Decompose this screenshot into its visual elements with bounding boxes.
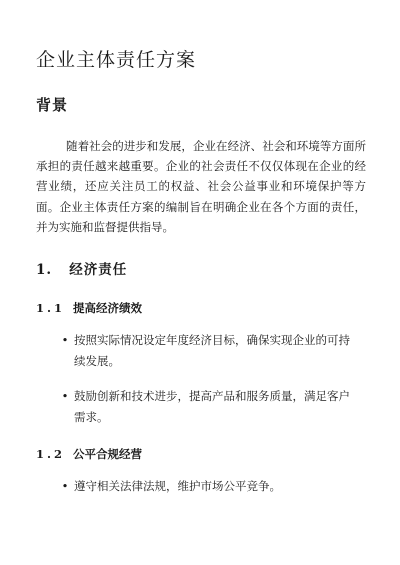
subsection-1-2-title: 公平合规经营: [73, 447, 143, 461]
section-1-number: 1.: [36, 262, 53, 278]
bullet-marker: •: [61, 479, 69, 493]
list-item-text: 按照实际情况设定年度经济目标，确保实现企业的可持续发展。: [74, 333, 350, 368]
background-paragraph-text: 随着社会的进步和发展，企业在经济、社会和环境等方面所承担的责任越来越重要。企业的社会责任不仅仅体现在企业的经营业绩，还应关注员工的权益、社会公益事业和环境保护等方面。企业主体责任方案的编制旨在明确企业在各个方面的责任，并为实施和监督提供指导。: [36, 139, 366, 234]
list-item-text: 鼓励创新和技术进步，提高产品和服务质量，满足客户需求。: [74, 389, 350, 424]
subsection-1-2-number: 1.2: [36, 447, 66, 461]
section-1-heading: [36, 260, 127, 280]
bullet-marker: •: [61, 333, 69, 347]
bullet-marker: •: [61, 389, 69, 403]
subsection-1-1-number: 1.1: [36, 301, 66, 315]
list-item-text: 遵守相关法律法规，维护市场公平竞争。: [74, 479, 281, 493]
document-title: 企业主体责任方案: [36, 49, 197, 71]
list-item: [60, 476, 360, 497]
subsection-1-1-heading: [36, 299, 142, 317]
background-heading: 背景: [36, 96, 69, 114]
subsection-1-2-heading: [36, 445, 142, 463]
section-1-title: 经济责任: [69, 262, 128, 278]
list-item: [60, 330, 360, 371]
list-item: [60, 386, 360, 427]
subsection-1-1-title: 提高经济绩效: [73, 301, 143, 315]
background-paragraph: [36, 136, 366, 237]
